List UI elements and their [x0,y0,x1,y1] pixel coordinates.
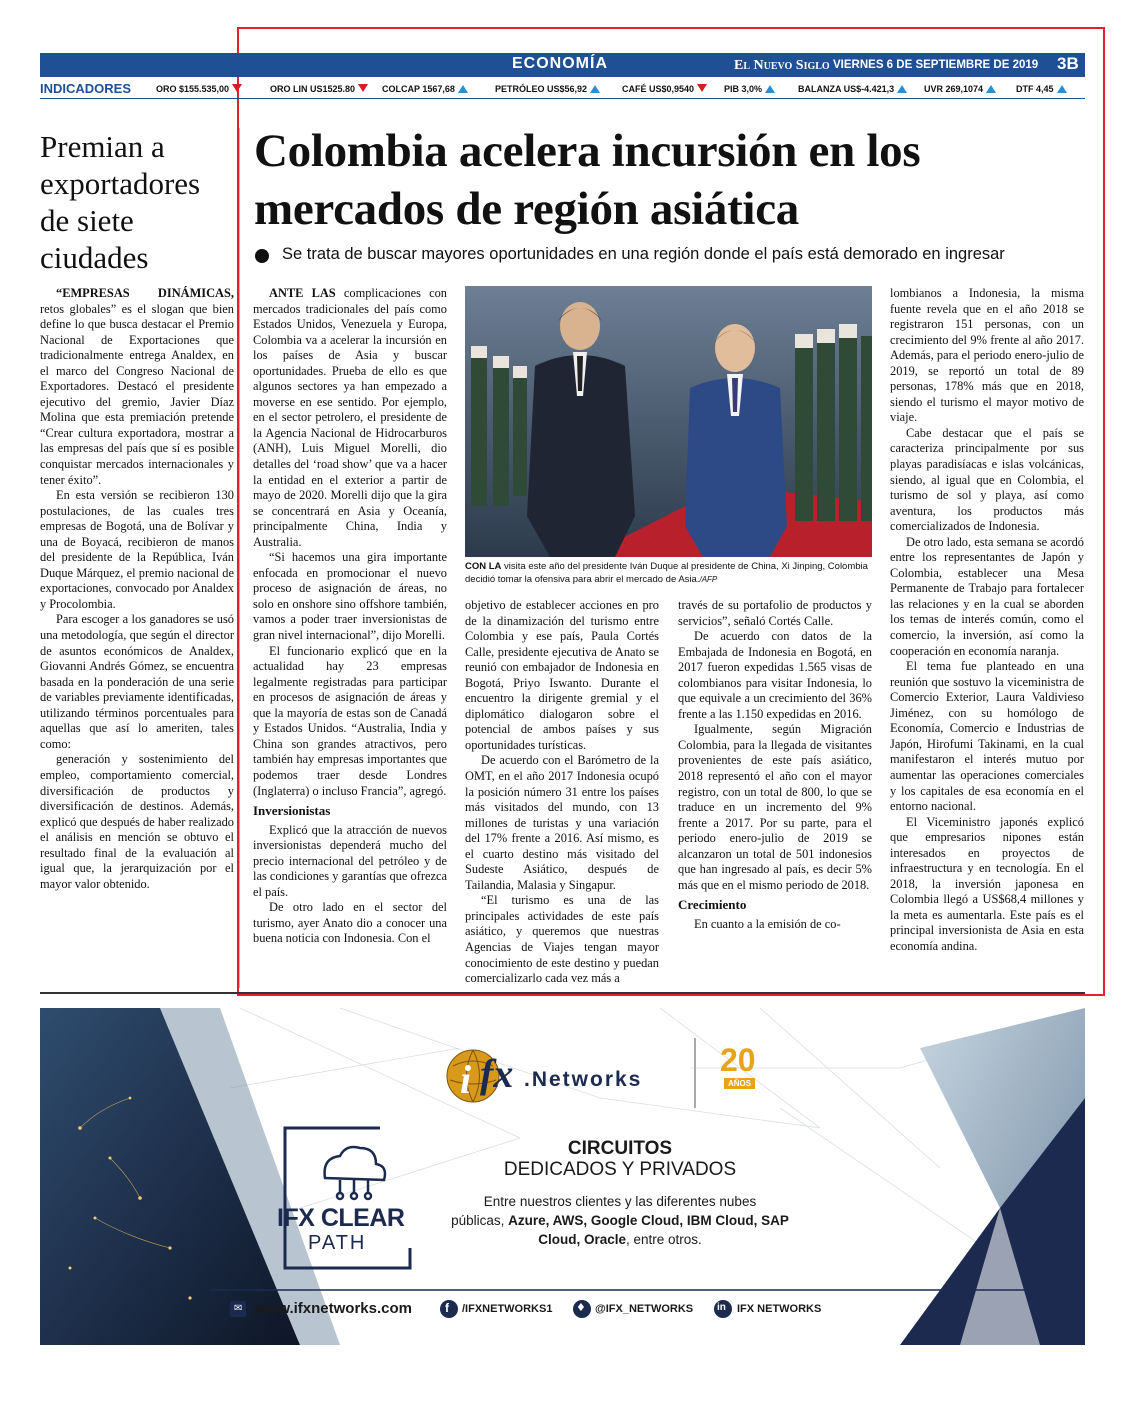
ifx-advertisement [40,1008,1085,1345]
indicator-item: COLCAP 1567,68 [382,84,468,94]
indicator-item: BALANZA US$-4.421,3 [798,84,907,94]
paragraph: De acuerdo con el Barómetro de la OMT, en el año 2017 Indonesia ocupó la posición número 31 entre los países más visitados del mundo, con 13 millones de turistas y una variación del 17% frente a 2016. Así mismo, es el cuarto destino más visitado del Sudeste Asiático, después de Tailandia, Malasia y Singapur. [465,753,659,892]
caption-credit: /AFP [699,575,718,584]
page-number: 3B [1057,54,1079,73]
newspaper-name: El Nuevo Siglo [734,58,830,73]
article-subhead: Se trata de buscar mayores oportunidades en una región donde el país está demorado en ingresar [282,245,1005,263]
article-headline: Colombia acelera incursión en los mercados de región asiática [254,125,921,235]
article-column-3 [678,598,872,932]
article-column-4 [890,286,1084,955]
twitter-link[interactable]: @IFX_NETWORKS [595,1303,694,1315]
caption-lead: CON LA [465,561,502,572]
column-divider [239,128,240,988]
paragraph: objetivo de establecer acciones en pro de la dinamización del turismo entre Colombia y ese país, Paula Cortés Calle, presidente ejecutiva de Anato se reunió con embajador de Indonesia en Bogotá, Priyo Iswanto. Durante el encuentro la dirigente gremial y el diplomático dialogaron sobre el potencial de ambos países y sus oportunidades turísticas. [465,598,659,752]
indicator-item: PETRÓLEO US$56,92 [495,84,600,94]
paragraph: Igualmente, según Migración Colombia, para la llegada de visitantes provenientes de este país asiático, 2018 representó el año con el mayor registro, con un total de 800, lo que se traduce en un incremento del 9% frente a 2017. Por su parte, para el periodo enero-julio de 2019 se alcanzaron un total de 501 indonesios que han ingresado al país, es decir 5% más que en el mismo periodo de 2018. [678,722,872,892]
article-column-2 [465,598,659,987]
photo-caption [465,560,872,586]
anniversary-number: 20 [720,1042,756,1078]
ad-subtitle: DEDICADOS Y PRIVADOS [503,1159,737,1180]
page-divider [40,992,1085,994]
indicator-item: ORO $155.535,00 [156,84,242,94]
anniversary-label: AÑOS [724,1078,755,1089]
paragraph: En cuanto a la emisión de co- [694,916,841,931]
paragraph: En esta versión se recibieron 130 postulaciones, de las cuales tres empresas de Bogotá, una de Bolívar y una de Boyacá, recibieron de manos del presidente de la República, Iván Duque Márquez, el premio nacional de exportaciones, convocado por Analdex y Procolombia. [40,488,234,611]
trend-up-icon [897,85,907,93]
paragraph: De acuerdo con datos de la Embajada de Indonesia en Bogotá, en 2017 fueron expedidas 1.565 visas de colombianos para visitar Indonesia, lo que equivale a un crecimiento del 36% frente a las 1.150 expedidas en 2016. [678,629,872,721]
paragraph: lombianos a Indonesia, la misma fuente revela que en el año 2018 se registraron 151 personas, con un crecimiento del 9% frente al año 2017. Además, para el periodo enero-julio de 2019, se reportó un total de 89 personas, 178% más que en 2018, siendo el turismo el mayor motivo de viaje. [890,286,1084,425]
paragraph: retos globales” es el slogan que bien define lo que busca destacar el Premio Nacional de Exportaciones que tradicionalmente entrega Analdex, en el marco del Congreso Nacional de Exportadores. Destacó el presidente ejecutivo del gremio, Javier Díaz Molina que esta premiación pretende “Crear cultura exportadora, mostrar a las empresas del país que sí es posible conquistar mercados internacionales y tener éxito”. [40,301,234,487]
facebook-link[interactable]: /IFXNETWORKS1 [462,1303,553,1315]
clear-path-subtitle: PATH [308,1232,367,1254]
trend-down-icon [232,84,242,92]
article-lead: ANTE LAS [269,286,336,300]
paragraph: Para escoger a los ganadores se usó una metodología, que según el director de asuntos económicos de Analdex, Giovanni Andrés Gómez, se encuentra basada en la ponderación de una serie de variables previamente identificadas, utilizando términos porcentuales para aquellas que así lo ameriten, tales como: [40,612,234,751]
side-article-title: Premian a exportadores de siete ciudades [40,129,201,275]
twitter-icon: ♦ [576,1301,586,1314]
trend-up-icon [590,85,600,93]
article-column-1 [253,286,447,947]
bullet-icon [255,249,269,263]
side-article-body [40,286,234,892]
paragraph: El Viceministro japonés explicó que empresarios nipones están interesados en proyectos de infraestructura y en tecnología. En el 2018, la inversión japonesa en Colombia llegó a US$68,4 millones y la meta es aumentarla. Este país es el principal inversionista de Asia en esta economía andina. [890,814,1084,953]
paragraph: generación y sostenimiento del empleo, comportamiento comercial, diversificación de productos y diversificación de destinos. Además, explicó que después de haber realizado el análisis en mención se obtuvo el resultado final de la evaluación al igual que, la jerarquización por el mayor valor obtenido. [40,752,234,891]
paragraph: “Si hacemos una gira importante enfocada en promocionar el nuevo proceso de asignación de áreas, no solo en onshore sino offshore también, vamos a poder traer inversionistas de gran nivel internacional”, dijo Morelli. [253,550,447,643]
paragraph: Cabe destacar que el país se caracteriza principalmente por sus playas paradisíacas e islas volcánicas, siendo, al igual que en Colombia, el turismo de sol y playa, así como aventura, los productos más comercializados de Indonesia. [890,425,1084,534]
trend-up-icon [1057,85,1067,93]
section-name: ECONOMÍA [512,55,608,72]
ad-body-line-2: públicas, Azure, AWS, Google Cloud, IBM Cloud, SAP [451,1213,789,1228]
trend-down-icon [358,84,368,92]
ifx-logo-networks: .Networks [524,1068,643,1091]
web-icon: ✉ [234,1303,243,1314]
linkedin-link[interactable]: IFX NETWORKS [737,1303,822,1315]
clear-path-title: IFX CLEAR [277,1204,405,1232]
paragraph: De otro lado, esta semana se acordó entre los representantes de Japón y Colombia, establecer una Mesa Permanente de Trabajo para fortalecer las relaciones y en la cual se aborden los temas de interés común, como el comercio, la inversión, así como la cooperación en economía naranja. [890,534,1084,658]
trend-up-icon [986,85,996,93]
ad-body-line-3: Cloud, Oracle, entre otros. [538,1232,702,1247]
facebook-icon: f [445,1301,449,1315]
caption-text: visita este año del presidente Iván Duque al presidente de China, Xi Jinping, Colombia decidió tomar la ofensiva para abrir el mercado de Asia. [465,561,868,585]
indicator-item: PIB 3,0% [724,84,775,94]
paragraph: complicaciones con mercados tradicionales del país como Estados Unidos, Venezuela y Europa, Colombia va a acelerar la incursión en los países de Asia y buscar oportunidades. Prueba de ello es que algunos sectores ya han empezado a moverse en ese sentido. Por ejemplo, en el sector petrolero, el presidente de la Agencia Nacional de Hidrocarburos (ANH), Luis Miguel Morelli, dio detalles del ‘road show’ que va a hacer la entidad en el exterior a partir de mayo de 2020. Morelli dijo que la gira se concentrará en Asia y Oceanía, principalmente China, India y Australia. [253,286,447,549]
ifx-logo-i: i [460,1057,472,1102]
indicators-label: INDICADORES [40,81,132,96]
indicator-item: DTF 4,45 [1016,84,1067,94]
ifx-logo-fx: fx [480,1051,514,1096]
article-photo [465,286,872,557]
indicator-item: UVR 269,1074 [924,84,996,94]
paragraph: “El turismo es una de las principales actividades de este país asiático, y queremos que nuestras Agencias de Viajes tengan mayor conocimiento de este destino y puedan comercializarlo cada vez más a [465,893,659,986]
indicators-row [40,80,1085,99]
paragraph: través de su portafolio de productos y servicios”, señaló Cortés Calle. [678,598,872,628]
subheading: Crecimiento [678,897,747,913]
website-link[interactable]: www.ifxnetworks.com [255,1300,412,1317]
paragraph: El tema fue planteado en una reunión que sostuvo la viceministra de Comercio Exterior, Laura Valdivieso Jiménez, con su homólogo de Economía, Comercio e Industrias de Japón, Hirofumi Takinami, en la cual manifestaron el interés mutuo por aumentar las operaciones comerciales y los capitales de esa economía en el entorno nacional. [890,659,1084,814]
issue-date: VIERNES 6 DE SEPTIEMBRE DE 2019 [833,59,1039,71]
linkedin-icon: in [717,1302,726,1313]
trend-up-icon [458,85,468,93]
side-lead: “EMPRESAS DINÁMICAS, [56,286,234,300]
indicator-item: CAFÉ US$0,9540 [622,84,707,94]
ad-body-line-1: Entre nuestros clientes y las diferentes nubes [483,1194,757,1209]
trend-up-icon [765,85,775,93]
subheading: Inversionistas [253,803,331,819]
paragraph: De otro lado en el sector del turismo, ayer Anato dio a conocer una buena noticia con Indonesia. Con el [253,900,447,946]
ad-title: CIRCUITOS [567,1138,673,1159]
paragraph: El funcionario explicó que en la actualidad hay 23 empresas legalmente registradas para participar en procesos de asignación de áreas y que la mayoría de estas son de Canadá y Estados Unidos. “Australia, India y China son grandes atractivos, pero también hay empresas importantes que podemos traer desde Londres (Inglaterra) o incluso Francia”, agregó. [253,643,447,798]
trend-down-icon [697,84,707,92]
indicator-item: ORO LIN US1525.80 [270,84,368,94]
paragraph: Explicó que la atracción de nuevos inversionistas dependerá mucho del precio internacional del petróleo y de las condiciones y garantías que ofrezca el país. [253,822,447,899]
